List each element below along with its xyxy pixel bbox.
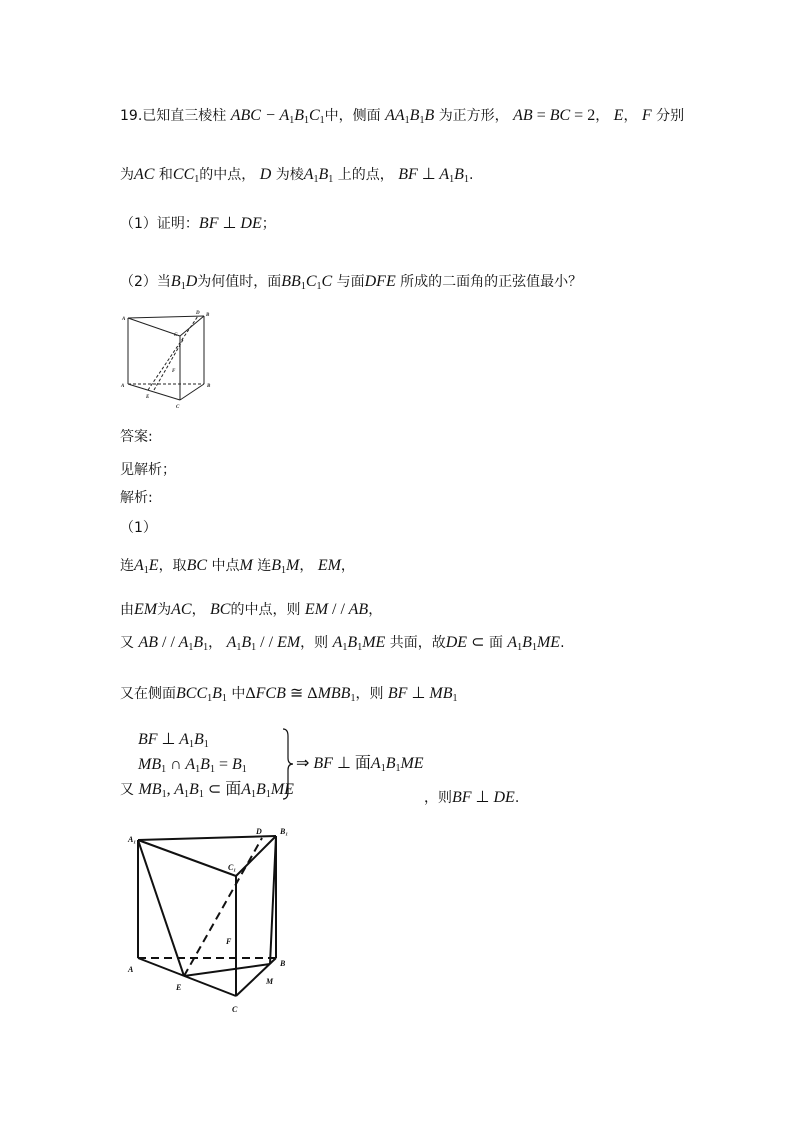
fig-big-label: A (128, 965, 134, 974)
solution-text: ， (340, 558, 355, 574)
fig-small-label: B (207, 384, 211, 389)
math-implies: ⇒ BF ⊥ 面A1B1ME (296, 755, 424, 774)
math-em: EM (317, 557, 341, 574)
fig-small-label: E (146, 395, 150, 400)
math-ac: AC (134, 166, 155, 183)
math-ab-a1b1: AB / / A1B1 (138, 634, 209, 653)
math-dfe: DFE (364, 273, 396, 290)
fig-big-label: M (266, 977, 274, 986)
question-text: 为棱 (275, 167, 304, 183)
solution-text: 由 (120, 602, 134, 618)
math-cc1: CC1 (172, 166, 200, 185)
math-f: F (641, 107, 652, 124)
part-label: （2）当 (120, 274, 171, 290)
solution-text: 的中点，则 (230, 602, 301, 618)
part-text: 与面 (336, 274, 365, 290)
question-text: ， (623, 108, 638, 124)
solution-text: ，则 (300, 635, 329, 651)
fig-small-label: B (206, 313, 210, 318)
math-lengths: AB = BC = 2 (513, 107, 596, 124)
solution-line-3 (120, 633, 565, 658)
solution-text: 又 (120, 635, 134, 651)
answer-value: 见解析； (120, 462, 176, 478)
fig-big-label: B₁ (280, 827, 289, 836)
fig-small-label: F (172, 369, 176, 374)
solution-text: 连 (120, 558, 134, 574)
math-cond-2: MB1 ∩ A1B1 = B1 (138, 756, 247, 775)
solution-text: ，取 (158, 558, 187, 574)
solution-line-1 (120, 556, 355, 581)
solution-text: . (560, 635, 565, 651)
question-text: 的中点， (199, 167, 256, 183)
math-d: D (259, 166, 272, 183)
math-em: EM (134, 601, 158, 618)
fig-small-label: C (174, 333, 178, 338)
fig-small-label: D (196, 311, 200, 316)
solution-text: 中点 (211, 558, 240, 574)
solution-text: ，则 (355, 686, 384, 702)
math-bf-de: BF ⊥ DE (198, 215, 262, 232)
math-congruent: ΔFCB ≅ ΔMBB1 (245, 685, 356, 704)
fig-small-label: C (176, 405, 180, 410)
solution-line-4 (120, 684, 458, 709)
math-a1b1: A1B1 (303, 166, 334, 185)
system-conclusion (296, 754, 424, 779)
math-bc: BC (210, 601, 231, 618)
math-m: M (239, 557, 253, 574)
math-a1b1-em: A1B1 / / EM (226, 634, 301, 653)
math-a1e: A1E (134, 557, 159, 576)
analysis-label: 解析: (120, 490, 153, 506)
fig-big-label: C (232, 1005, 238, 1014)
question-line-1 (120, 106, 684, 131)
solution-text: . (514, 790, 520, 806)
math-prism: ABC − A1B1C1 (230, 107, 325, 126)
math-bf-de: BF ⊥ DE (452, 789, 515, 806)
solution-text: ， (368, 602, 383, 618)
math-ac: AC (171, 601, 192, 618)
fig-big-label: D (256, 827, 262, 836)
part-label: （1）证明： (120, 216, 199, 232)
solution-text: 连 (257, 558, 272, 574)
question-text: 已知直三棱柱 (142, 108, 227, 124)
solution-text: 面 (488, 635, 503, 651)
solution-line-2 (120, 600, 382, 620)
part-1 (120, 214, 276, 234)
math-bf-mb1: BF ⊥ MB1 (387, 685, 458, 704)
math-bcc1b1: BCC1B1 (176, 685, 227, 704)
solution-text: 又在侧面 (120, 686, 176, 702)
analysis-sub: （1） (120, 520, 157, 536)
solution-text: ， (208, 635, 223, 651)
math-e: E (613, 107, 624, 124)
math-a1b1me: A1B1ME (332, 634, 386, 653)
solution-text: 中 (231, 686, 246, 702)
math-b1d: B1D (170, 273, 198, 292)
math-cond-3: MB1, A1B1 ⊂ 面A1B1ME (138, 781, 294, 800)
solution-text: ， (299, 558, 314, 574)
part-text: ； (261, 216, 276, 232)
fig-big-label: A₁ (128, 835, 137, 844)
math-cond-1: BF ⊥ A1B1 (138, 731, 209, 750)
question-text: . (468, 167, 474, 183)
math-bc: BC (186, 557, 208, 574)
prism-figure-large (120, 824, 302, 1016)
math-face: AA1B1B (385, 107, 435, 126)
question-text: 为 (120, 167, 134, 183)
question-text: 上的点， (337, 167, 394, 183)
system-line-3 (120, 780, 294, 805)
system-result (424, 788, 519, 808)
system-brace (282, 728, 294, 800)
question-line-2 (120, 165, 473, 190)
math-bb1c1c: BB1C1C (281, 273, 333, 292)
fig-big-label: E (176, 983, 182, 992)
fig-big-label: C₁ (228, 863, 237, 872)
fig-big-label: B (280, 959, 286, 968)
question-number: 19. (120, 108, 143, 124)
fig-small-label: A (121, 384, 125, 389)
solution-text: 为 (157, 602, 172, 618)
math-b1m: B1M (271, 557, 300, 576)
part-text: 所成的二面角的正弦值最小？ (400, 274, 583, 290)
fig-big-label: F (226, 937, 232, 946)
answer-label: 答案: (120, 429, 153, 445)
question-text: 和 (158, 167, 173, 183)
question-text: 中，侧面 (324, 108, 381, 124)
solution-text: ， (191, 602, 206, 618)
question-text: 分别 (656, 108, 685, 124)
math-a1b1me: A1B1ME (507, 634, 561, 653)
part-text: 为何值时，面 (197, 274, 282, 290)
question-text: 为正方形， (438, 108, 509, 124)
fig-small-label: A (122, 317, 126, 322)
math-de-sub: DE ⊂ (445, 634, 485, 651)
math-em-ab: EM / / AB (304, 601, 369, 618)
solution-text: 又 (120, 782, 134, 798)
system-line-2 (138, 755, 247, 780)
question-text: ， (595, 108, 610, 124)
prism-figure-small (118, 308, 218, 413)
part-2 (120, 272, 582, 297)
solution-text: 共面，故 (389, 635, 446, 651)
system-line-1 (138, 730, 209, 755)
solution-text: ，则 (424, 790, 452, 806)
math-perp: BF ⊥ A1B1 (398, 166, 469, 185)
